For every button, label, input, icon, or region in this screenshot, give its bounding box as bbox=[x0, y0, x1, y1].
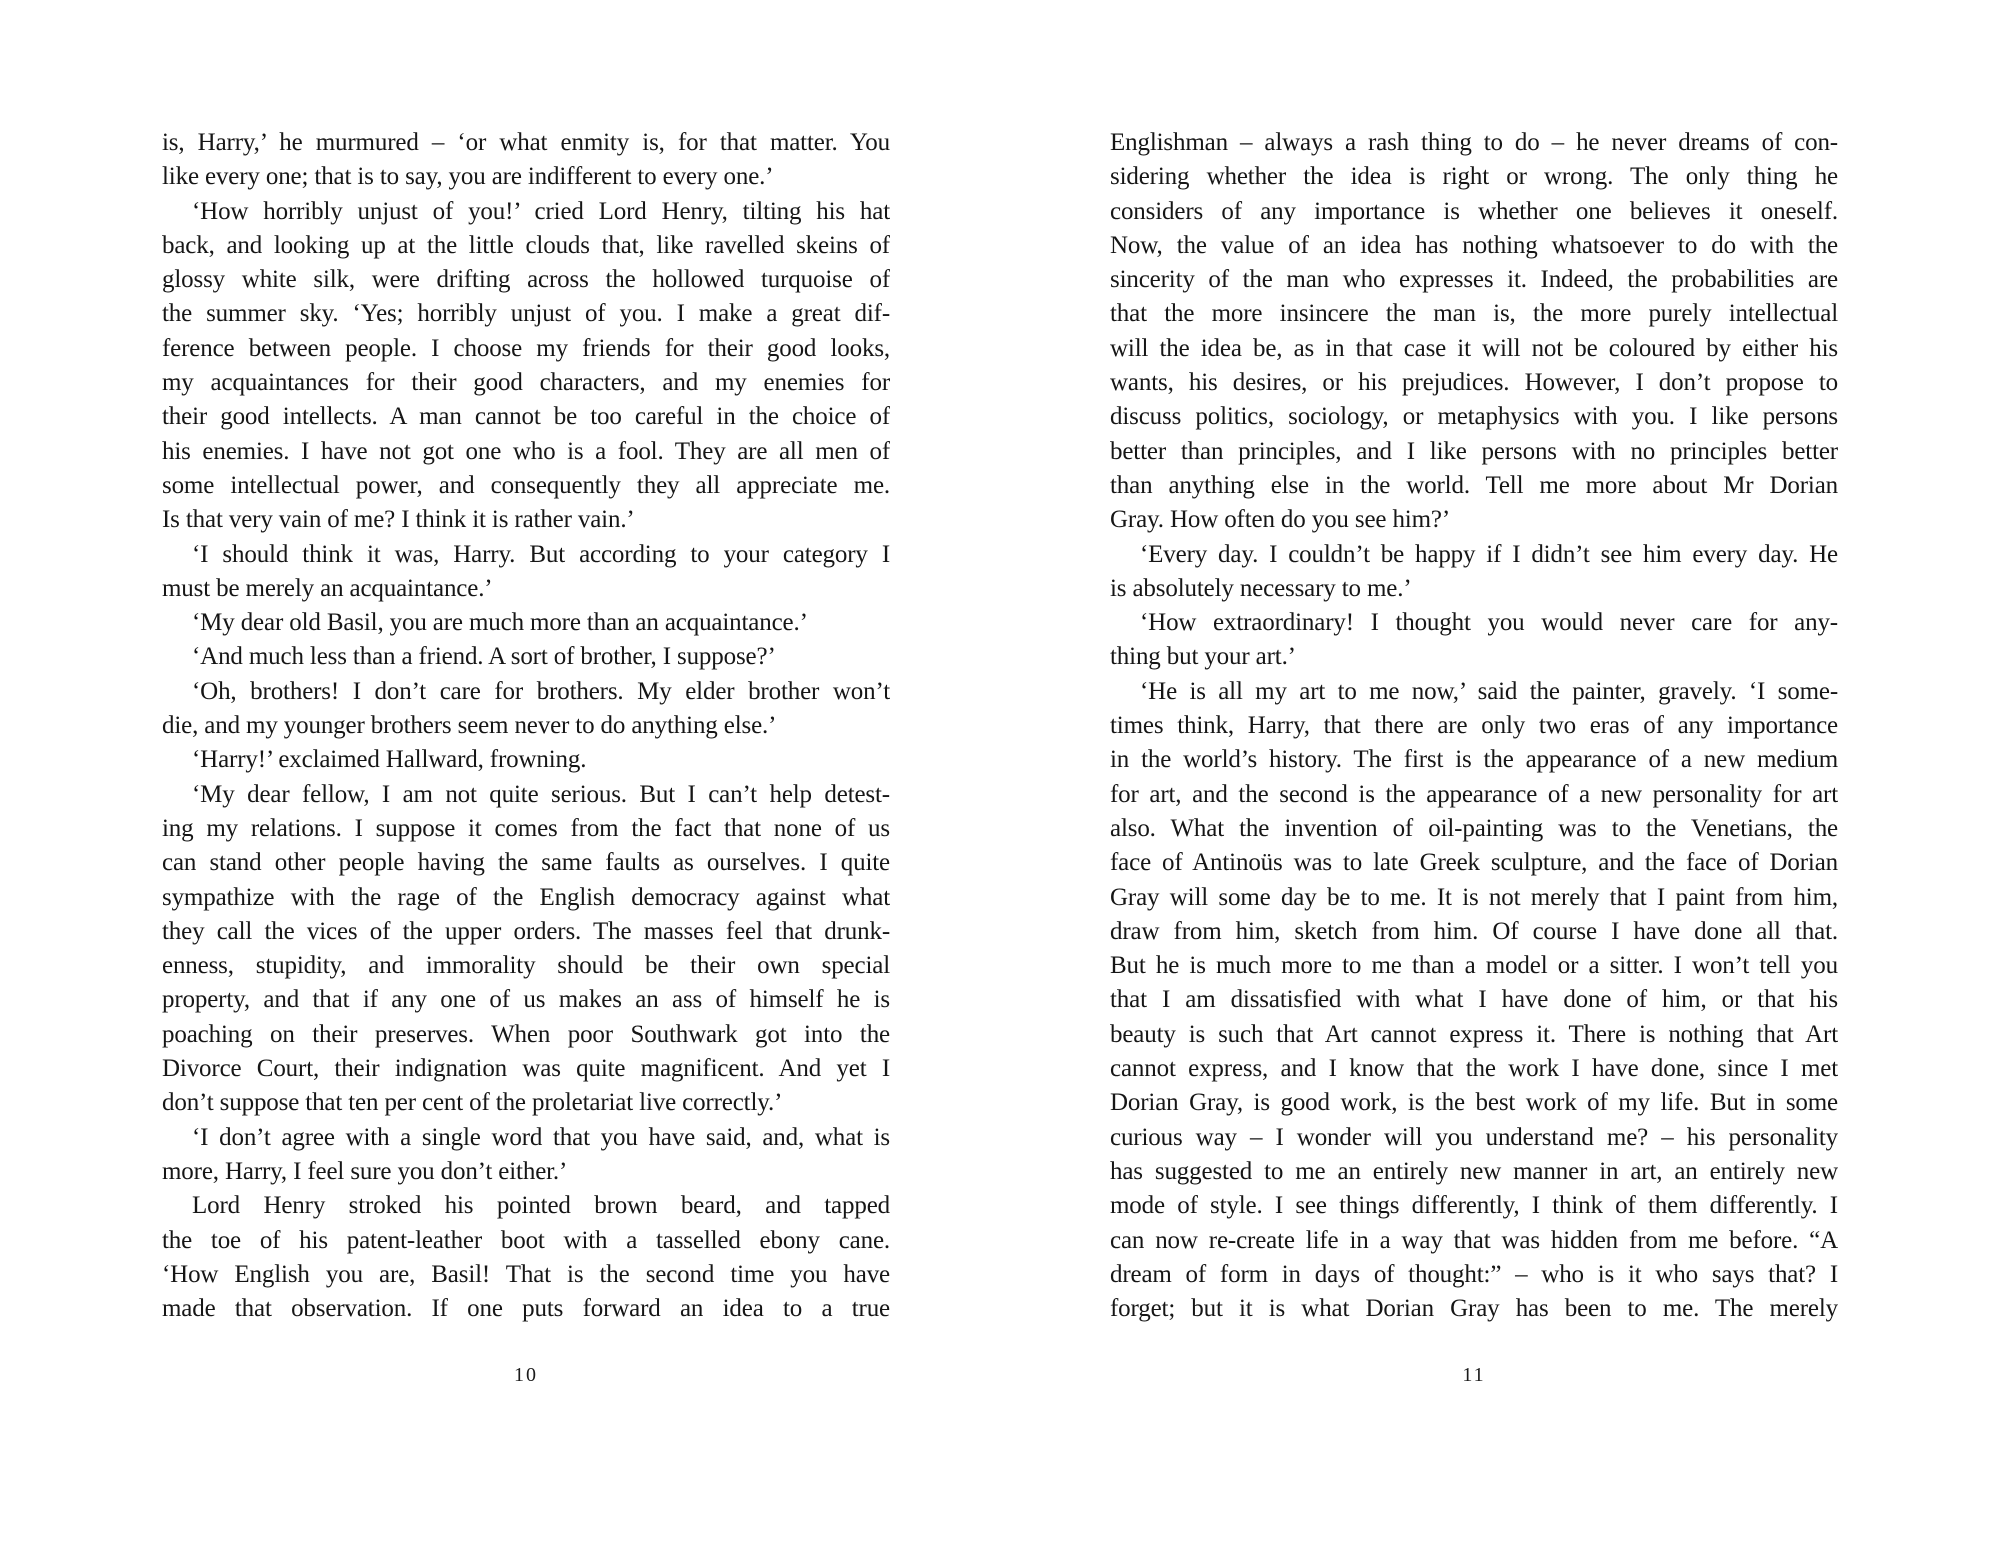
page-text-column bbox=[1110, 126, 1838, 1326]
text-line: poaching on their preserves. When poor Southwark got into the bbox=[162, 1020, 890, 1048]
page-number: 11 bbox=[1462, 1364, 1486, 1386]
text-line: ‘How horribly unjust of you!’ cried Lord Henry, tilting his hat bbox=[192, 197, 890, 225]
page-text-column bbox=[162, 126, 890, 1326]
text-line: wants, his desires, or his prejudices. However, I don’t propose to bbox=[1110, 369, 1838, 397]
text-line: can now re-create life in a way that was hidden from me before. “A bbox=[1110, 1226, 1838, 1254]
text-line: ‘I should think it was, Harry. But according to your category I bbox=[192, 540, 890, 568]
text-line: ‘He is all my art to me now,’ said the painter, gravely. ‘I some- bbox=[1140, 677, 1838, 705]
text-line: ‘Every day. I couldn’t be happy if I didn’t see him every day. He bbox=[1140, 540, 1838, 568]
text-line: die, and my younger brothers seem never to do anything else.’ bbox=[162, 712, 777, 740]
text-line: don’t suppose that ten per cent of the proletariat live correctly.’ bbox=[162, 1089, 783, 1117]
text-line: beauty is such that Art cannot express it. There is nothing that Art bbox=[1110, 1020, 1838, 1048]
text-line: that I am dissatisfied with what I have done of him, or that his bbox=[1110, 986, 1838, 1014]
text-line: is, Harry,’ he murmured – ‘or what enmity is, for that matter. You bbox=[162, 129, 890, 156]
text-line: in the world’s history. The first is the appearance of a new medium bbox=[1110, 746, 1838, 774]
text-line: Divorce Court, their indignation was quite magnificent. And yet I bbox=[162, 1055, 890, 1083]
text-line: his enemies. I have not got one who is a fool. They are all men of bbox=[162, 437, 890, 465]
text-line: cannot express, and I know that the work I have done, since I met bbox=[1110, 1055, 1838, 1083]
text-line: ‘I don’t agree with a single word that you have said, and, what is bbox=[192, 1123, 890, 1151]
text-line: the toe of his patent-leather boot with a tasselled ebony cane. bbox=[162, 1226, 890, 1254]
text-line: Gray will some day be to me. It is not merely that I paint from him, bbox=[1110, 883, 1838, 911]
text-line: some intellectual power, and consequently they all appreciate me. bbox=[162, 471, 890, 499]
text-line: discuss politics, sociology, or metaphysics with you. I like persons bbox=[1110, 403, 1838, 431]
text-line: than anything else in the world. Tell me more about Mr Dorian bbox=[1110, 471, 1838, 499]
text-line: Is that very vain of me? I think it is rather vain.’ bbox=[162, 506, 635, 534]
page-number: 10 bbox=[514, 1364, 538, 1386]
text-line: for art, and the second is the appearance of a new personality for art bbox=[1110, 780, 1838, 808]
text-line: curious way – I wonder will you understand me? – his personality bbox=[1110, 1123, 1838, 1151]
text-line: their good intellects. A man cannot be too careful in the choice of bbox=[162, 403, 890, 431]
text-line: ‘My dear fellow, I am not quite serious. But I can’t help detest- bbox=[192, 780, 890, 808]
text-line: ‘How extraordinary! I thought you would never care for any- bbox=[1140, 609, 1838, 637]
text-line: Lord Henry stroked his pointed brown beard, and tapped bbox=[192, 1192, 890, 1220]
text-line: will the idea be, as in that case it will not be coloured by either his bbox=[1110, 334, 1838, 362]
text-line: like every one; that is to say, you are indifferent to every one.’ bbox=[162, 163, 774, 191]
text-line: also. What the invention of oil-painting was to the Venetians, the bbox=[1110, 814, 1838, 842]
text-line: more, Harry, I feel sure you don’t either.’ bbox=[162, 1157, 568, 1185]
text-line: better than principles, and I like persons with no principles better bbox=[1110, 437, 1838, 465]
text-line: ‘How English you are, Basil! That is the second time you have bbox=[162, 1260, 890, 1288]
text-line: ing my relations. I suppose it comes from the fact that none of us bbox=[162, 814, 890, 842]
text-line: my acquaintances for their good characters, and my enemies for bbox=[162, 369, 890, 397]
text-line: considers of any importance is whether one believes it oneself. bbox=[1110, 197, 1838, 225]
text-line: back, and looking up at the little clouds that, like ravelled skeins of bbox=[162, 231, 890, 259]
text-line: that the more insincere the man is, the more purely intellectual bbox=[1110, 300, 1838, 328]
text-line: made that observation. If one puts forward an idea to a true bbox=[162, 1295, 890, 1323]
text-line: ‘And much less than a friend. A sort of brother, I suppose?’ bbox=[192, 643, 776, 671]
text-line: can stand other people having the same faults as ourselves. I quite bbox=[162, 849, 890, 877]
text-line: sincerity of the man who expresses it. Indeed, the probabilities are bbox=[1110, 266, 1838, 294]
text-line: Gray. How often do you see him?’ bbox=[1110, 506, 1451, 534]
text-line: ‘My dear old Basil, you are much more than an acquaintance.’ bbox=[192, 609, 808, 637]
text-line: ference between people. I choose my friends for their good looks, bbox=[162, 334, 890, 362]
text-line: draw from him, sketch from him. Of course I have done all that. bbox=[1110, 917, 1838, 945]
text-line: But he is much more to me than a model or a sitter. I won’t tell you bbox=[1110, 952, 1838, 980]
text-line: thing but your art.’ bbox=[1110, 643, 1296, 671]
text-line: sidering whether the idea is right or wrong. The only thing he bbox=[1110, 163, 1838, 191]
text-line: Englishman – always a rash thing to do – he never dreams of con- bbox=[1110, 129, 1838, 156]
text-line: Now, the value of an idea has nothing whatsoever to do with the bbox=[1110, 231, 1838, 259]
book-page-right bbox=[1000, 0, 2000, 1552]
text-line: mode of style. I see things differently, I think of them differently. I bbox=[1110, 1192, 1838, 1220]
text-line: forget; but it is what Dorian Gray has been to me. The merely bbox=[1110, 1295, 1838, 1323]
text-line: the summer sky. ‘Yes; horribly unjust of you. I make a great dif- bbox=[162, 300, 890, 328]
text-line: is absolutely necessary to me.’ bbox=[1110, 574, 1412, 602]
text-line: sympathize with the rage of the English democracy against what bbox=[162, 883, 890, 911]
text-line: property, and that if any one of us makes an ass of himself he is bbox=[162, 986, 890, 1014]
text-line: ‘Harry!’ exclaimed Hallward, frowning. bbox=[192, 746, 587, 774]
text-line: has suggested to me an entirely new manner in art, an entirely new bbox=[1110, 1157, 1838, 1185]
text-line: dream of form in days of thought:” – who is it who says that? I bbox=[1110, 1260, 1838, 1288]
text-line: they call the vices of the upper orders. The masses feel that drunk- bbox=[162, 917, 890, 945]
text-line: Dorian Gray, is good work, is the best work of my life. But in some bbox=[1110, 1089, 1838, 1117]
text-line: face of Antinoüs was to late Greek sculpture, and the face of Dorian bbox=[1110, 849, 1838, 877]
text-line: glossy white silk, were drifting across the hollowed turquoise of bbox=[162, 266, 890, 294]
text-line: times think, Harry, that there are only two eras of any importance bbox=[1110, 712, 1838, 740]
text-line: ‘Oh, brothers! I don’t care for brothers. My elder brother won’t bbox=[192, 677, 890, 705]
text-line: must be merely an acquaintance.’ bbox=[162, 574, 493, 602]
text-line: enness, stupidity, and immorality should be their own special bbox=[162, 952, 890, 980]
